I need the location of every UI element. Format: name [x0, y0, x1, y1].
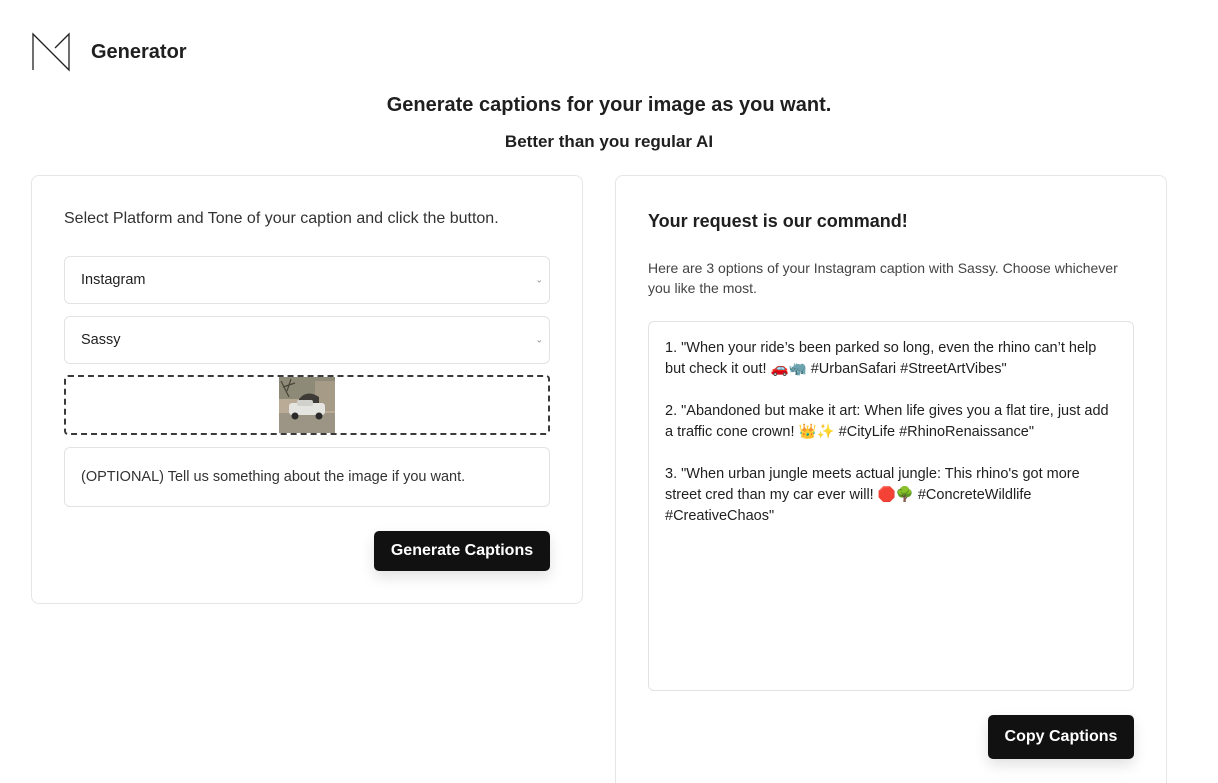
m-logo-icon[interactable] — [31, 32, 71, 72]
caption-option: 2. "Abandoned but make it art: When life gives you a flat tire, just add a traffic cone crown! 👑✨ #CityLife #RhinoRenaissance" — [665, 403, 1109, 440]
optional-description-placeholder: (OPTIONAL) Tell us something about the image if you want. — [81, 469, 466, 485]
chevron-down-icon: ⌄ — [535, 274, 543, 285]
result-description: Here are 3 options of your Instagram caption with Sassy. Choose whichever you like the most. — [648, 260, 1118, 296]
output-card — [615, 175, 1167, 783]
generate-captions-button[interactable]: Generate Captions — [374, 531, 550, 571]
image-upload-dropzone[interactable] — [64, 375, 550, 435]
tone-select[interactable] — [64, 316, 550, 364]
caption-option: 1. "When your ride’s been parked so long, even the rhino can’t help but check it out! 🚗🦏 #UrbanSafari #StreetArtVibes" — [665, 340, 1097, 377]
chevron-down-icon: ⌄ — [535, 334, 543, 345]
result-title: Your request is our command! — [648, 211, 908, 231]
uploaded-image-thumbnail — [279, 377, 335, 433]
optional-description-input[interactable] — [64, 447, 550, 507]
captions-textarea[interactable] — [648, 321, 1134, 691]
header — [31, 32, 187, 72]
page-title: Generate captions for your image as you want. — [386, 94, 832, 116]
page-subtitle: Better than you regular AI — [504, 132, 714, 151]
platform-select[interactable] — [64, 256, 550, 304]
copy-captions-button[interactable]: Copy Captions — [988, 715, 1134, 759]
instructions-text: Select Platform and Tone of your caption and click the button. — [64, 210, 499, 227]
caption-option: 3. "When urban jungle meets actual jungle: This rhino's got more street cred than my car ever will! 🛑🌳 #ConcreteWildlife #CreativeChaos" — [665, 466, 1080, 524]
platform-select-value: Instagram — [81, 272, 146, 288]
tone-select-value: Sassy — [81, 332, 121, 348]
brand-name: Generator — [91, 40, 187, 63]
input-card — [31, 175, 583, 604]
